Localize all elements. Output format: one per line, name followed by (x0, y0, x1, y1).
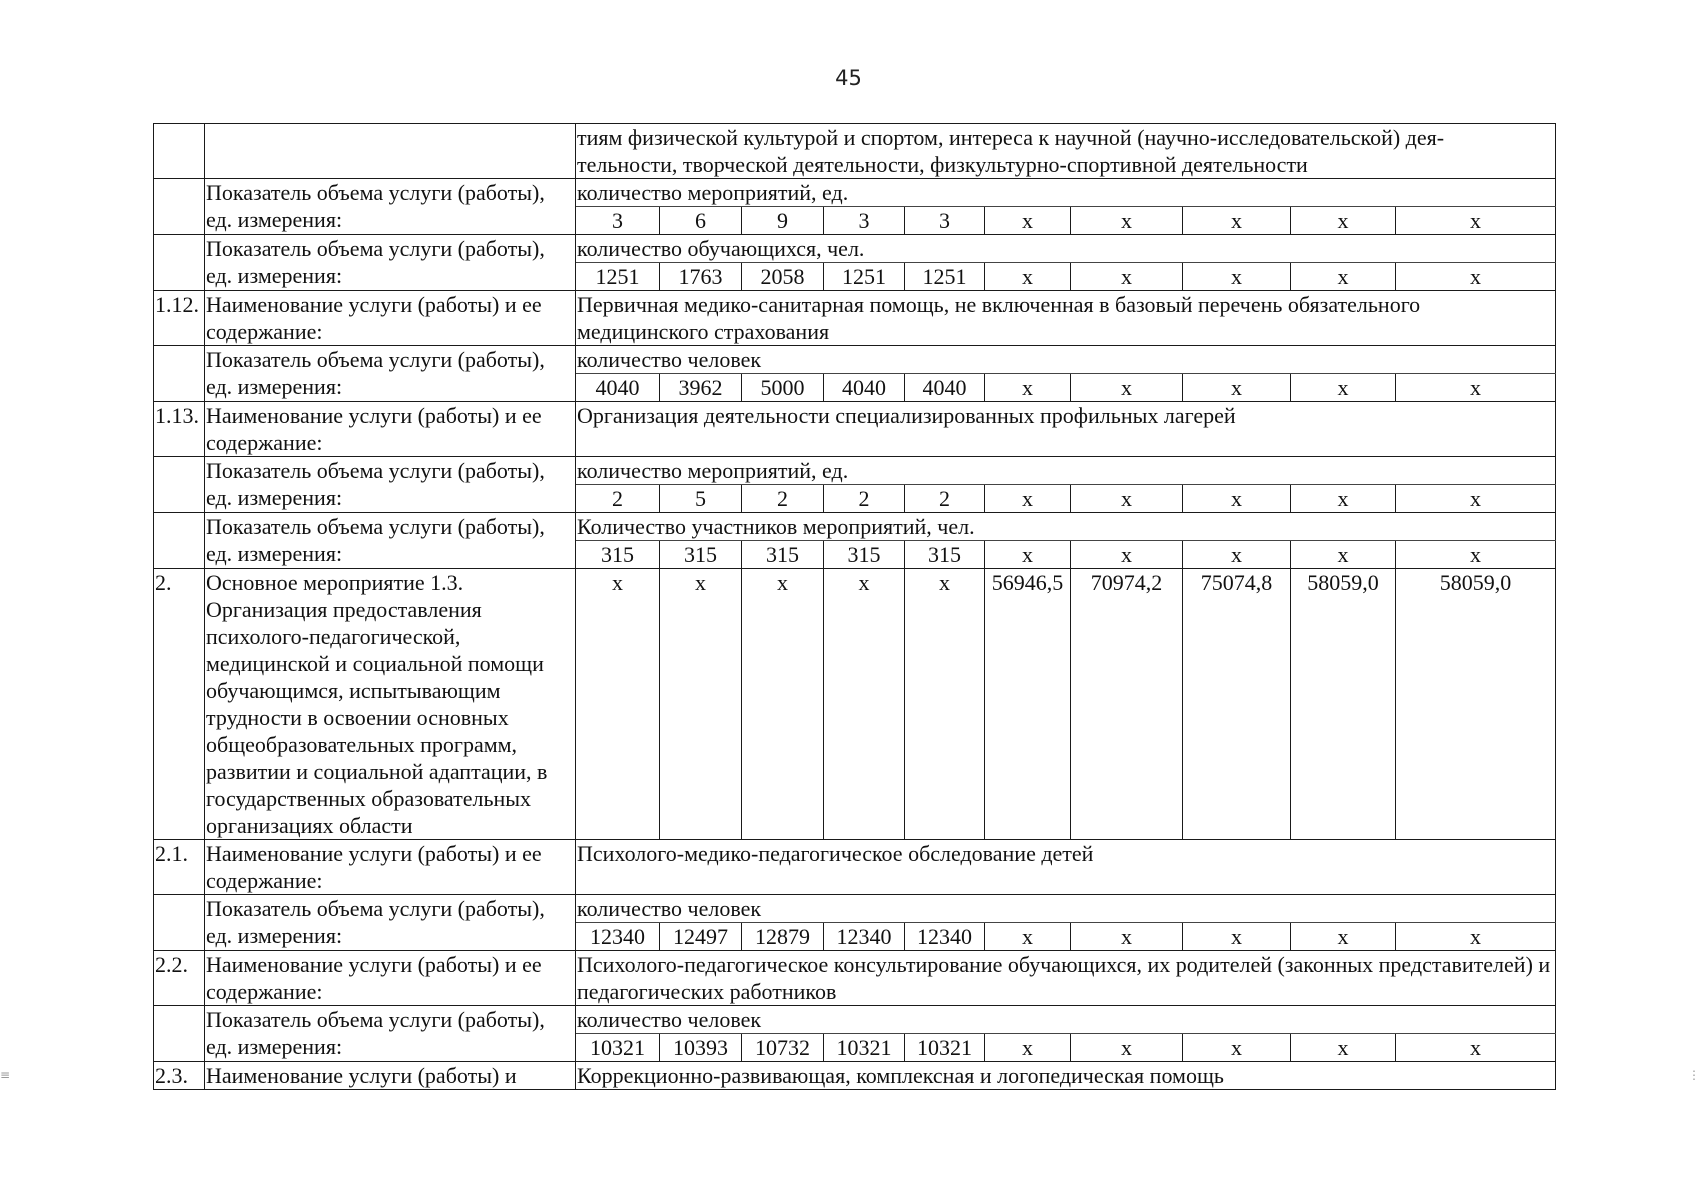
value-cell: 56946,5 (985, 569, 1071, 840)
value-cell: x (1071, 207, 1183, 235)
value-cell: x (1291, 263, 1396, 291)
value-cell: 2 (905, 485, 985, 513)
value-cell: 58059,0 (1291, 569, 1396, 840)
value-cell: 10321 (576, 1034, 660, 1062)
continuation-line: тельности, творческой деятельности, физкультурно-спортивной деятельности (577, 152, 1308, 177)
indicator-unit: Количество участников мероприятий, чел. (576, 513, 1556, 541)
value-cell: 12340 (905, 923, 985, 951)
value-cell: x (1071, 485, 1183, 513)
value-cell: 315 (660, 541, 742, 569)
value-cell: x (1396, 541, 1556, 569)
indicator-unit: количество обучающихся, чел. (576, 235, 1556, 263)
value-cell: x (1183, 541, 1291, 569)
indicator-row (154, 457, 1556, 485)
value-cell: 1251 (824, 263, 905, 291)
value-cell: 3 (576, 207, 660, 235)
event-row (154, 569, 1556, 840)
value-cell: x (576, 569, 660, 840)
row-label-cell (205, 124, 576, 179)
margin-mark-right: ⋮ (1688, 1068, 1700, 1082)
value-cell: 1251 (905, 263, 985, 291)
indicator-row (154, 895, 1556, 923)
value-cell: x (1071, 1034, 1183, 1062)
value-cell: x (1396, 485, 1556, 513)
event-label: Основное мероприятие 1.3. Организация предоставления психолого-педагогической, медицинской и социальной помощи обучающимся, испытывающим трудности в освоении основных общеобразовательных программ, развитии и социальной адаптации, в государственных образовательных организациях области (205, 569, 576, 840)
value-cell: x (660, 569, 742, 840)
service-row (154, 1062, 1556, 1090)
value-cell: 1251 (576, 263, 660, 291)
value-cell: 75074,8 (1183, 569, 1291, 840)
service-row (154, 840, 1556, 895)
indicator-row (154, 1006, 1556, 1034)
value-cell: 3962 (660, 374, 742, 402)
value-cell: x (1071, 541, 1183, 569)
value-cell: 4040 (824, 374, 905, 402)
value-cell: x (1071, 263, 1183, 291)
indicator-label: Показатель объема услуги (работы), ед. измерения: (205, 235, 576, 291)
indicator-unit: количество человек (576, 346, 1556, 374)
indicator-row (154, 179, 1556, 207)
value-cell: x (1071, 374, 1183, 402)
row-number: 1.13. (154, 402, 205, 457)
value-cell: 5000 (742, 374, 824, 402)
service-row (154, 402, 1556, 457)
page-number: 45 (835, 66, 862, 90)
value-cell: 4040 (576, 374, 660, 402)
value-cell: x (985, 374, 1071, 402)
indicator-unit: количество мероприятий, ед. (576, 179, 1556, 207)
value-cell: 12340 (576, 923, 660, 951)
value-cell: 2 (576, 485, 660, 513)
value-cell: x (1291, 207, 1396, 235)
row-number: 2. (154, 569, 205, 840)
value-cell: 70974,2 (1071, 569, 1183, 840)
value-cell: 12497 (660, 923, 742, 951)
value-cell: 2058 (742, 263, 824, 291)
value-cell: x (1291, 374, 1396, 402)
margin-mark-left: ≡ (0, 1068, 11, 1082)
value-cell: x (1291, 541, 1396, 569)
service-text: Первичная медико-санитарная помощь, не включенная в базовый перечень обязательного медицинского страхования (576, 291, 1556, 346)
indicator-label: Показатель объема услуги (работы), ед. измерения: (205, 179, 576, 235)
value-cell: 10321 (824, 1034, 905, 1062)
value-cell: 9 (742, 207, 824, 235)
service-row (154, 951, 1556, 1006)
row-number: 2.1. (154, 840, 205, 895)
table-body (154, 124, 1556, 1090)
service-label: Наименование услуги (работы) и ее содержание: (205, 840, 576, 895)
value-cell: 10393 (660, 1034, 742, 1062)
indicator-label: Показатель объема услуги (работы), ед. измерения: (205, 1006, 576, 1062)
value-cell: x (1183, 374, 1291, 402)
row-number-cell (154, 179, 205, 235)
indicator-label: Показатель объема услуги (работы), ед. измерения: (205, 457, 576, 513)
value-cell: 12340 (824, 923, 905, 951)
service-text: Организация деятельности специализированных профильных лагерей (576, 402, 1556, 457)
value-cell: x (824, 569, 905, 840)
value-cell: x (985, 923, 1071, 951)
service-label: Наименование услуги (работы) и (205, 1062, 576, 1090)
row-number-cell (154, 457, 205, 513)
value-cell: 2 (824, 485, 905, 513)
value-cell: x (1183, 263, 1291, 291)
value-cell: x (1183, 1034, 1291, 1062)
value-cell: x (1291, 485, 1396, 513)
value-cell: x (985, 263, 1071, 291)
service-text: Коррекционно-развивающая, комплексная и логопедическая помощь (576, 1062, 1556, 1090)
value-cell: x (905, 569, 985, 840)
indicator-label: Показатель объема услуги (работы), ед. измерения: (205, 513, 576, 569)
value-cell: 10321 (905, 1034, 985, 1062)
service-label: Наименование услуги (работы) и ее содержание: (205, 402, 576, 457)
value-cell: x (1396, 263, 1556, 291)
value-cell: x (985, 207, 1071, 235)
value-cell: x (742, 569, 824, 840)
value-cell: x (985, 1034, 1071, 1062)
value-cell: x (1183, 923, 1291, 951)
value-cell: 12879 (742, 923, 824, 951)
indicator-row (154, 346, 1556, 374)
value-cell: x (985, 485, 1071, 513)
value-cell: x (1071, 923, 1183, 951)
value-cell: x (1183, 207, 1291, 235)
value-cell: 10732 (742, 1034, 824, 1062)
service-row (154, 291, 1556, 346)
value-cell: 2 (742, 485, 824, 513)
value-cell: 4040 (905, 374, 985, 402)
value-cell: 58059,0 (1396, 569, 1556, 840)
row-number-cell (154, 124, 205, 179)
indicator-row (154, 513, 1556, 541)
table-row (154, 124, 1556, 179)
value-cell: x (1396, 374, 1556, 402)
value-cell: 3 (824, 207, 905, 235)
row-number-cell (154, 895, 205, 951)
row-number: 2.2. (154, 951, 205, 1006)
row-number: 2.3. (154, 1062, 205, 1090)
service-text: Психолого-медико-педагогическое обследование детей (576, 840, 1556, 895)
row-number-cell (154, 235, 205, 291)
value-cell: 3 (905, 207, 985, 235)
row-number: 1.12. (154, 291, 205, 346)
value-cell: 1763 (660, 263, 742, 291)
value-cell: 315 (824, 541, 905, 569)
program-table (153, 123, 1556, 1090)
indicator-unit: количество человек (576, 895, 1556, 923)
indicator-unit: количество человек (576, 1006, 1556, 1034)
value-cell: x (1396, 923, 1556, 951)
value-cell: 315 (742, 541, 824, 569)
value-cell: x (1396, 1034, 1556, 1062)
value-cell: x (1396, 207, 1556, 235)
row-number-cell (154, 346, 205, 402)
row-number-cell (154, 1006, 205, 1062)
service-label: Наименование услуги (работы) и ее содержание: (205, 951, 576, 1006)
row-number-cell (154, 513, 205, 569)
continuation-text (576, 124, 1556, 179)
indicator-label: Показатель объема услуги (работы), ед. измерения: (205, 895, 576, 951)
value-cell: 315 (576, 541, 660, 569)
value-cell: 5 (660, 485, 742, 513)
value-cell: x (1291, 1034, 1396, 1062)
indicator-row (154, 235, 1556, 263)
value-cell: x (1291, 923, 1396, 951)
value-cell: 315 (905, 541, 985, 569)
value-cell: x (1183, 485, 1291, 513)
value-cell: 6 (660, 207, 742, 235)
service-label: Наименование услуги (работы) и ее содержание: (205, 291, 576, 346)
continuation-line: тиям физической культурой и спортом, интереса к научной (научно-исследовательской) дея- (577, 125, 1445, 150)
indicator-unit: количество мероприятий, ед. (576, 457, 1556, 485)
value-cell: x (985, 541, 1071, 569)
service-text: Психолого-педагогическое консультирование обучающихся, их родителей (законных представителей) и педагогических работников (576, 951, 1556, 1006)
indicator-label: Показатель объема услуги (работы), ед. измерения: (205, 346, 576, 402)
